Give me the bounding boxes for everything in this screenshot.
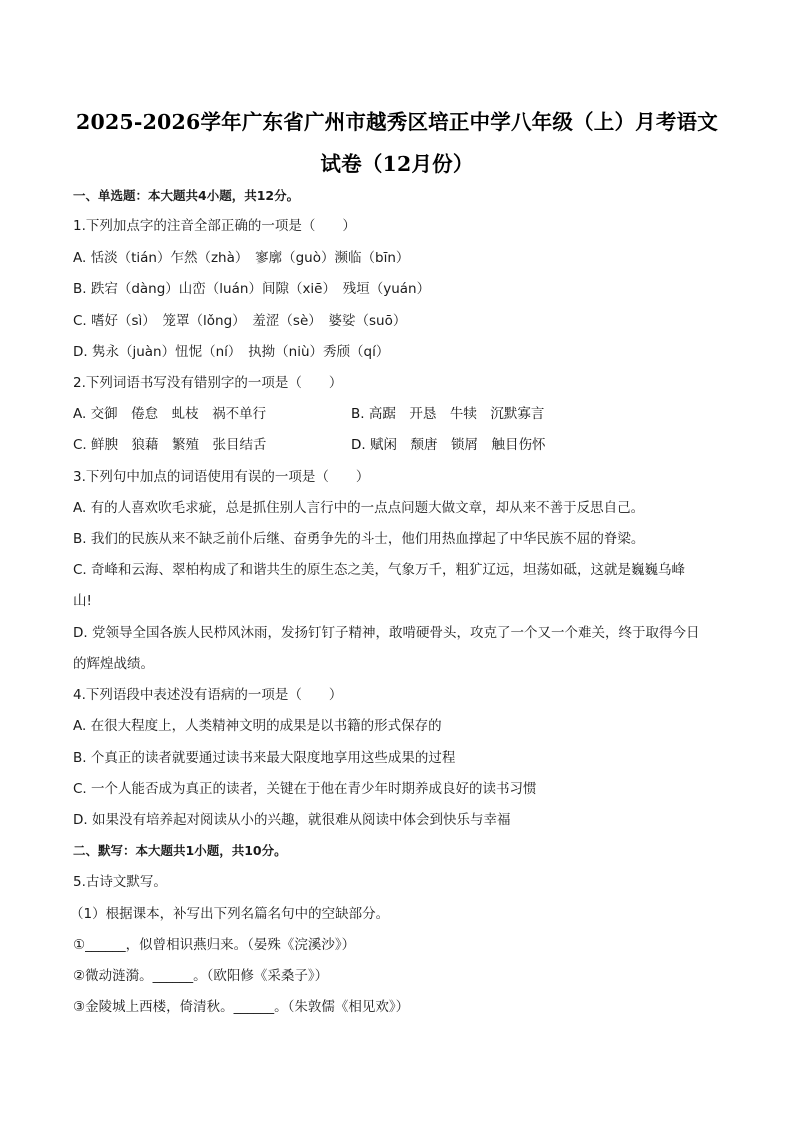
section-2-heading	[73, 842, 287, 860]
question-4-option-a: A. 在很大程度上，人类精神文明的成果是以书籍的形式保存的	[73, 718, 442, 734]
question-2-stem: 2.下列词语书写没有错别字的一项是（ ）	[73, 375, 343, 391]
question-3-option-a: A. 有的人喜欢吹毛求疵，总是抓住别人言行中的一点点问题大做文章，却从来不善于反思自己。	[73, 500, 645, 516]
question-3-option-b: B. 我们的民族从来不缺乏前仆后继、奋勇争先的斗士，他们用热血撑起了中华民族不屈的脊梁。	[73, 531, 645, 547]
question-2-option-a: A. 交御 倦怠 虬枝 祸不单行	[73, 406, 267, 422]
question-2-option-d: D. 赋闲 颓唐 锁屑 触目伤怀	[351, 437, 546, 453]
question-3-option-c-line-1: C. 奇峰和云海、翠柏构成了和谐共生的原生态之美，气象万千，粗犷辽远，坦荡如砥，这就是巍巍乌峰	[73, 562, 686, 578]
question-1-stem: 1.下列加点字的注音全部正确的一项是（ ）	[73, 218, 356, 234]
section-1-info: 本大题共4小题，共12分。	[148, 188, 300, 203]
question-5-item-3: ③金陵城上西楼，倚清秋。______。（朱敦儒《相见欢》）	[73, 999, 410, 1015]
question-5-item-1: ①______，似曾相识燕归来。（晏殊《浣溪沙》）	[73, 937, 356, 953]
question-4-stem: 4.下列语段中表述没有语病的一项是（ ）	[73, 687, 343, 703]
section-2-label: 二、默写：	[73, 843, 136, 858]
question-3-stem: 3.下列句中加点的词语使用有误的一项是（ ）	[73, 469, 370, 485]
exam-title-line-1: 2025-2026学年广东省广州市越秀区培正中学八年级（上）月考语文	[76, 110, 718, 134]
question-5-subquestion-1: （1）根据课本，补写出下列名篇名句中的空缺部分。	[70, 906, 390, 922]
question-1-option-c: C. 嗜好（sì） 笼罩（lǒng） 羞涩（sè） 婆娑（suō）	[73, 313, 407, 329]
question-3-option-d-line-2: 的辉煌战绩。	[73, 656, 154, 672]
question-3-option-d-line-1: D. 党领导全国各族人民栉风沐雨，发扬钉钉子精神，敢啃硬骨头，攻克了一个又一个难关，终于取得今日	[73, 625, 700, 641]
question-5-stem: 5.古诗文默写。	[73, 874, 167, 890]
question-4-option-d: D. 如果没有培养起对阅读从小的兴趣，就很难从阅读中体会到快乐与幸福	[73, 812, 511, 828]
question-3-option-c-line-2: 山!	[73, 593, 92, 609]
question-5-item-2: ②微动涟漪。______。（欧阳修《采桑子》）	[73, 968, 329, 984]
question-2-option-b: B. 高踞 开恳 牛犊 沉默寡言	[351, 406, 545, 422]
section-2-info: 本大题共1小题，共10分。	[135, 843, 287, 858]
exam-title-line-2: 试卷（12月份）	[320, 152, 474, 176]
question-1-option-a: A. 恬淡（tián）乍然（zhà） 寥廓（guò）濒临（bīn）	[73, 250, 410, 266]
question-1-option-d: D. 隽永（juàn）忸怩（ní） 执拗（niù）秀颀（qí）	[73, 344, 390, 360]
section-1-label: 一、单选题：	[73, 188, 149, 203]
section-1-heading	[73, 187, 299, 205]
question-2-option-c: C. 鲜腴 狼藉 繁殖 张目结舌	[73, 437, 267, 453]
question-4-option-b: B. 个真正的读者就要通过读书来最大限度地享用这些成果的过程	[73, 750, 456, 766]
question-1-option-b: B. 跌宕（dàng）山峦（luán）间隙（xiē） 残垣（yuán）	[73, 281, 431, 297]
question-4-option-c: C. 一个人能否成为真正的读者，关键在于他在青少年时期养成良好的读书习惯	[73, 781, 537, 797]
